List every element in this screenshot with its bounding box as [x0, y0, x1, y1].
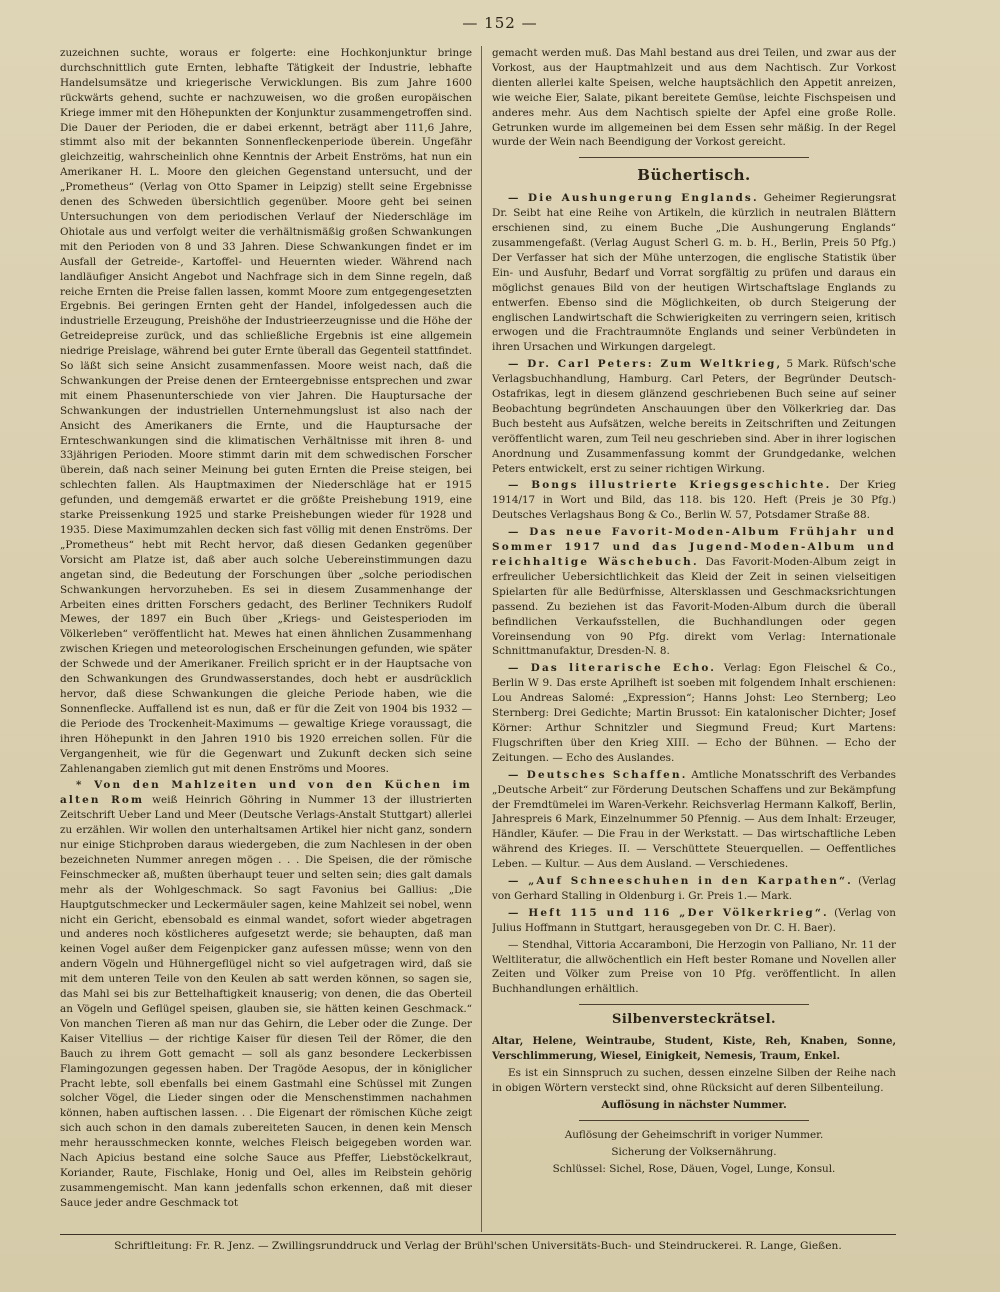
book-review-3-body: Der Krieg 1914/17 in Wort und Bild, das 118. bis 120. Heft (Preis je 30 Pfg.) Deutsches Verlagshaus Bong & Co., Berlin W. 57, Potsdamer Straße 88. — [492, 479, 896, 522]
book-review-5-title: — Das literarische Echo. — [508, 662, 717, 675]
puzzle-words: Altar, Helene, Weintraube, Student, Kiste, Reh, Knaben, Sonne, Verschlimmerung, Wiesel, Einigkeit, Nemesis, Traum, Enkel. — [492, 1035, 896, 1063]
book-review-7-title: — „Auf Schneeschuhen in den Karpathen“. — [508, 875, 853, 888]
book-review-2-title: — Dr. Carl Peters: Zum Weltkrieg, — [508, 358, 783, 371]
book-review-6 — [492, 768, 896, 872]
book-review-1-title: — Die Aushungerung Englands. — [508, 192, 759, 205]
book-review-3 — [492, 478, 896, 523]
section-rule — [579, 1004, 809, 1005]
previous-solution-title: Auflösung der Geheimschrift in voriger Nummer. — [564, 1128, 824, 1141]
book-review-4 — [492, 525, 896, 659]
previous-solution-line-1: Sicherung der Volksernährung. — [611, 1145, 777, 1158]
book-review-5-body: Verlag: Egon Fleischel & Co., Berlin W 9. Das erste Aprilheft ist soeben mit folgendem Inhalt erschienen: Lou Andreas Salomé: „Expression“; Hanns Johst: Leo Sternberg; Leo Sternberg: Drei Gedichte; Martin Brussot: Ein katalonischer Dichter; Josef Körner: Arthur Schnitzler und Siegmund Freud; Kurt Martens: Flugschriften über den Krieg XIII. — Echo der Bühnen. — Echo der Zeitungen. — Echo des Auslandes. — [492, 662, 896, 764]
footer-rule — [60, 1234, 896, 1235]
puzzle-solution-note: Auflösung in nächster Nummer. — [601, 1098, 787, 1111]
book-review-5 — [492, 661, 896, 765]
book-review-6-body: Amtliche Monatsschrift des Verbandes „Deutsche Arbeit“ zur Förderung Deutschen Schaffens und zur Bekämpfung der Fremdtümelei im Waren-Verkehr. Reichsverlag Hermann Kalkoff, Berlin, Jahrespreis 6 Mark, Einzelnummer 50 Pfennig. — Aus dem Inhalt: Erzeuger, Händler, Käufer. — Die Frau in der Werkstatt. — Das wirtschaftliche Leben während des Krieges. II. — Verschüttete Steuerquellen. — Oeffentliches Leben. — Kultur. — Aus dem Ausland. — Verschiedenes. — [492, 768, 896, 871]
book-review-7-body: (Verlag von Gerhard Stalling in Oldenburg i. Gr. Preis 1.— Mark. — [492, 875, 896, 902]
book-review-1 — [492, 191, 896, 355]
book-review-9: — Stendhal, Vittoria Accaramboni, Die Herzogin von Palliano, Nr. 11 der Weltliteratur, die allwöchentlich ein Heft bester Romane und Novellen aller Zeiten und Völker zum Preise von 10 Pfg. veröffentlicht. In allen Buchhandlungen erhältlich. — [492, 938, 896, 996]
previous-solution-line-2: Schlüssel: Sichel, Rose, Däuen, Vogel, Lunge, Konsul. — [552, 1162, 836, 1175]
book-review-7 — [492, 874, 896, 904]
right-column — [492, 46, 896, 1228]
puzzle-heading: Silbenversteckrätsel. — [611, 1012, 777, 1028]
section-rule — [579, 157, 809, 158]
book-review-8 — [492, 906, 896, 936]
section-rule — [579, 1120, 809, 1121]
imprint-footer: Schriftleitung: Fr. R. Jenz. — Zwillingsrunddruck und Verlag der Brühl'schen Universitäts-Buch- und Steindruckerei. R. Lange, Gießen. — [114, 1240, 842, 1252]
article-roman-meals-continuation: gemacht werden muß. Das Mahl bestand aus drei Teilen, und zwar aus der Vorkost, aus der Hauptmahlzeit und aus dem Nachtisch. Zur Vorkost dienten allerlei kalte Speisen, welche hauptsächlich den Appetit anreizen, wie weiche Eier, Salate, pikant bereitete Gemüse, leichte Fischspeisen und anderes mehr. Aus dem Nachtisch spielte der Apfel eine große Rolle. Getrunken wurde im allgemeinen bei dem Essen sehr mäßig. In der Regel wurde der Wein nach Beendigung der Vorkost gereicht. — [492, 47, 896, 149]
books-heading: Büchertisch. — [637, 166, 751, 185]
left-column — [60, 46, 472, 1228]
book-review-2 — [492, 357, 896, 476]
book-review-8-body: (Verlag von Julius Hoffmann in Stuttgart, herausgegeben von Dr. C. H. Baer). — [492, 906, 896, 934]
book-review-2-body: 5 Mark. Rüfsch'sche Verlagsbuchhandlung, Hamburg. Carl Peters, der Begründer Deutsch-Ostafrikas, legt in diesem glänzend geschriebenen Buch seine auf seiner Beobachtung begründeten Anschauungen über den Völkerkrieg dar. Das Buch besteht aus Aufsätzen, welche bereits in Zeitschriften und Zeitungen veröffentlicht waren, zum Teil neu geschrieben sind. Aber in ihrer logischen Anordnung und Zusammenfassung kommt der Grundgedanke, welchen Peters entwickelt, erst zu seiner richtigen Wirkung. — [492, 358, 896, 475]
book-review-1-body: Geheimer Regierungsrat Dr. Seibt hat eine Reihe von Artikeln, die kürzlich in neutralen Blättern erschienen sind, zu einem Buche „Die Aushungerung Englands“ zusammengefaßt. (Verlag August Scherl G. m. b. H., Berlin, Preis 50 Pfg.) Der Verfasser hat sich der Mühe unterzogen, die englische Statistik über Ein- und Ausfuhr, Bedarf und Vorrat sorgfältig zu prüfen und daraus ein möglichst genaues Bild von der heutigen Wirtschaftslage Englands zu entwerfen. Ebenso sind die Möglichkeiten, ob durch Steigerung der englischen Landwirtschaft die Schwierigkeiten zu verringern seien, kritisch erwogen und die Frachtraumnöte Englands und seiner Verbündeten in ihren Ursachen und Wirkungen dargelegt. — [492, 192, 896, 354]
page-number: — 152 — — [462, 14, 538, 32]
book-review-4-body: Das Favorit-Moden-Album zeigt in erfreulicher Uebersichtlichkeit das Kleid der Zeit in seinen vielseitigen Spielarten für alle Bedürfnisse, Altersklassen und Geschmacksrichtungen passend. Zu beziehen ist das Favorit-Moden-Album durch die überall befindlichen Verkaufsstellen, die Buchhandlungen oder gegen Voreinsendung von 90 Pfg. direkt vom Verlag: Internationale Schnittmanufaktur, Dresden-N. 8. — [492, 556, 896, 658]
book-review-6-title: — Deutsches Schaffen. — [508, 768, 688, 781]
article-roman-meals — [60, 778, 472, 1210]
book-review-4-title: — Das neue Favorit-Moden-Album Frühjahr und Sommer 1917 und das Jugend-Moden-Album und reichhaltige Wäschebuch. — [492, 526, 896, 568]
column-divider — [481, 46, 482, 1232]
article-roman-meals-body: weiß Heinrich Göhring in Nummer 13 der illustrierten Zeitschrift Ueber Land und Meer (Deutsche Verlags-Anstalt Stuttgart) allerlei zu erzählen. Wir wollen den unterhaltsamen Artikel hier nicht ganz, sondern nur einige Stichproben daraus wiedergeben, die zum Nachlesen in der oben bezeichneten Nummer anregen mögen . . . Die Speisen, die der römische Feinschmecker aß, mußten überhaupt teuer und selten sein; dies galt damals mehr als der Wohlgeschmack. So sagt Favonius bei Gallius: „Die Hauptgutschmecker und Leckermäuler sagen, keine Mahlzeit sei nobel, wenn nicht ein Gericht, ebensobald es einmal wandet, sofort wieder abgetragen und anderes noch köstlicheres aufgesetzt werde; sie behaupten, daß man keinen Vogel außer dem Feigenpicker ganz aufessen müsse; wenn von den andern Vögeln und Hühnergeflügel nicht so viel aufgetragen wird, daß sie mit dem unteren Teile von den Keulen ab satt werden können, so sagen sie, das Mahl sei bis zur Bettelhaftigkeit knauserig; von denen, die das Oberteil an Vögeln und Geflügel speisen, glauben sie, sie hätten keinen Geschmack.“ Von manchen Tieren aß man nur das Gehirn, die Leber oder die Zunge. Der Kaiser Vitellius — der richtige Kaiser für diesen Teil der Römer, die den Bauch zu ihrem Gott gemacht — soll als ganz besondere Leckerbissen Flamingozungen gegessen haben. Der Tragöde Aesopus, der in königlicher Pracht lebte, soll ebenfalls bei einem Gastmahl eine Schüssel mit Zungen solcher Vögel, die Lieder singen oder die Menschenstimmen nachahmen können, haben auftischen lassen. . . Die Eigenart der römischen Küche zeigt sich auch schon in den damals zubereiteten Saucen, in denen kein Mensch mehr herausschmecken konnte, welches Fleisch beigegeben worden war. Nach Apicius bestand eine solche Sauce aus Pfeffer, Liebstöckelkraut, Koriander, Raute, Fischlake, Honig und Oel, alles im Reibstein gehörig zusammengemischt. Man kann jedenfalls schon erkennen, daß mit dieser Sauce jeder andre Geschmack tot — [60, 794, 472, 1209]
puzzle-instructions: Es ist ein Sinnspruch zu suchen, dessen einzelne Silben der Reihe nach in obigen Wörtern versteckt sind, ohne Rücksicht auf deren Silbenteilung. — [492, 1067, 896, 1094]
article-roman-meals-lead: * Von den Mahlzeiten und von den Küchen im alten Rom — [60, 779, 472, 807]
article-sunspot-continuation: zuzeichnen suchte, woraus er folgerte: eine Hochkonjunktur bringe durchschnittlich gute Ernten, lebhafte Tätigkeit der Industrie, lebhafte Handelsumsätze und kriegerische Verwicklungen. Bis zum Jahre 1600 rückwärts gehend, suchte er nachzuweisen, wo die großen europäischen Kriege immer mit den Höhepunkten der Konjunktur zusammengetroffen sind. Die Dauer der Perioden, die er dabei erkennt, beträgt aber 111,6 Jahre, stimmt also mit der bekannten Sonnenfleckenperiode überein. Ungefähr gleichzeitig, wahrscheinlich ohne Kenntnis der Arbeit Enströms, hat nun ein Amerikaner H. L. Moore den gleichen Gegenstand untersucht, und der „Prometheus“ (Verlag von Otto Spamer in Leipzig) stellt seine Ergebnisse denen des Schweden übersichtlich gegenüber. Moore geht bei seinen Untersuchungen von dem periodischen Verlauf der Niederschläge im Ohiotale aus und verfolgt weiter die verhältnismäßig großen Schwankungen mit den Perioden von 8 und 33 Jahren. Diese Schwankungen findet er im Ausfall der Getreide-, Kartoffel- und Heuernten wieder. Während nach landläufiger Ansicht Angebot und Nachfrage sich in dem Sinne regeln, daß reiche Ernten die Preise fallen lassen, kommt Moore zum entgegengesetzten Ergebnis. Bei geringen Ernten geht der Handel, infolgedessen auch die industrielle Erzeugung, Preishöhe der Industrieerzeugnisse und die Höhe der Getreidepreise zurück, und das schließliche Ergebnis ist eine allgemein niedrige Preislage, während bei guter Ernte überall das Gegenteil stattfindet. So läßt sich seine Ansicht zusammenfassen. Moore weist nach, daß die Schwankungen der Preise denen der Ernteergebnisse entsprechen und zwar mit einem Phasenunterschiede von vier Jahren. Die Hauptursache der Schwankungen der industriellen Unternehmungslust ist also nach der Ansicht des Amerikaners die Ernte, und die Hauptursache der Ernteschwankungen sind die klimatischen Verhältnisse mit ihren 8- und 33jährigen Perioden. Moore stimmt darin mit dem schwedischen Forscher überein, daß nach seiner Meinung bei guten Ernten die Preise steigen, bei schlechten fallen. Als Hauptmaximen der Niederschläge hat er 1915 gefunden, und demgemäß erwartet er die größte Preishebung 1919, eine starke Preissenkung 1925 und starke Preishebungen wieder für 1928 und 1935. Diese Maximumzahlen decken sich fast völlig mit denen Enströms. Der „Prometheus“ hebt mit Recht hervor, daß diesen Gedanken gegenüber Vorsicht am Platze ist, daß aber auch solche Uebereinstimmungen dazu angetan sind, die Bedeutung der Forschungen über „solche periodischen Schwankungen hervorzuheben. Es sei in diesem Zusammenhange der Arbeiten eines dritten Forschers gedacht, des Berliner Technikers Rudolf Mewes, der 1897 ein Buch über „Kriegs- und Geistesperioden im Völkerleben“ veröffentlicht hat. Mewes hat einen ähnlichen Zusammenhang zwischen Kriegen und meteorologischen Erscheinungen gefunden, wie später der Schwede und der Amerikaner. Freilich spricht er in der Hauptsache von den Schwankungen des Grundwasserstandes, doch hebt er ausdrücklich hervor, daß diese Schwankungen die gleiche Periode haben, wie die Sonnenflecke. Auffallend ist es nun, daß er für die Zeit von 1904 bis 1932 — die Periode des Trockenheit-Maximums — gewaltige Kriege voraussagt, die ihren Höhepunkt in den Jahren 1910 bis 1920 erreichen sollen. Für die Vergangenheit, wie für die Gegenwart und Zukunft decken sich seine Zahlenangaben ziemlich gut mit denen Enströms und Moores. — [60, 47, 472, 775]
book-review-8-title: — Heft 115 und 116 „Der Völkerkrieg“. — [508, 906, 829, 919]
book-review-3-title: — Bongs illustrierte Kriegsgeschichte. — [508, 479, 832, 492]
